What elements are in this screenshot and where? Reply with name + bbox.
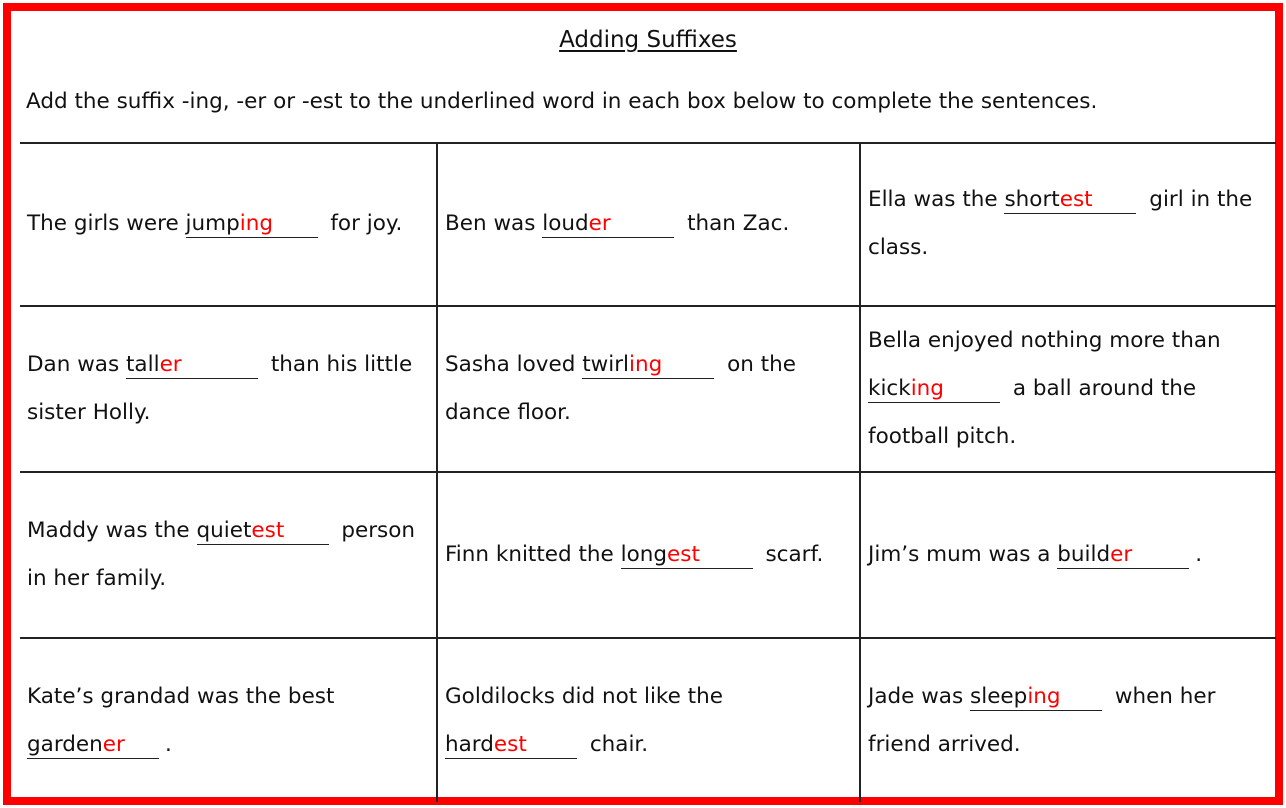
suffix: er: [159, 352, 182, 377]
sentence-cell: [20, 639, 438, 802]
sentence-before: Maddy was the: [27, 518, 197, 543]
sentence-before: Ella was the: [868, 186, 1005, 212]
sentence-before: Kate’s grandad was the best: [27, 683, 335, 709]
sentence-before: Goldilocks did not like the: [445, 683, 723, 709]
answer-blank: [1057, 542, 1189, 569]
sentence-after: when her friend arrived.: [868, 683, 1216, 757]
sentence-after: chair.: [583, 731, 649, 757]
sentence-before: Jade was: [868, 683, 971, 709]
sentence-before: Finn knitted the: [445, 542, 621, 567]
answer-blank: [868, 376, 1000, 403]
base-word: twirl: [582, 352, 630, 377]
sentence-text: [445, 673, 853, 769]
sentence-after: person in her family.: [27, 518, 416, 591]
answer-blank: [582, 352, 714, 379]
sentence-text: [868, 176, 1270, 272]
suffix: est: [251, 518, 285, 543]
sentence-text: [27, 200, 402, 248]
answer-blank: [445, 732, 577, 759]
sentence-before: Dan was: [27, 352, 126, 377]
sentence-cell: [438, 142, 861, 307]
suffix: er: [1110, 542, 1133, 567]
suffix: ing: [239, 210, 273, 236]
sentence-after: than Zac.: [680, 210, 790, 236]
sentence-cell: [861, 142, 1276, 307]
answer-blank: [197, 518, 329, 545]
sentence-before: Sasha loved: [445, 352, 583, 377]
answer-blank: [970, 684, 1102, 711]
suffix: er: [588, 210, 611, 236]
sentence-after: on the dance floor.: [445, 352, 796, 425]
sentence-cell: [20, 307, 438, 473]
base-word: jump: [185, 210, 240, 236]
sentence-after: .: [1195, 542, 1203, 567]
base-word: hard: [445, 731, 494, 757]
sentence-cell: [438, 307, 861, 473]
sentence-cell: [20, 142, 438, 307]
base-word: tall: [126, 352, 160, 377]
worksheet-frame: [3, 3, 1283, 805]
worksheet-header: [20, 17, 1276, 144]
sentence-text: [445, 341, 853, 437]
sentence-cell: [861, 473, 1276, 639]
base-word: quiet: [196, 518, 252, 543]
sentence-after: than his little sister Holly.: [27, 352, 413, 425]
answer-blank: [126, 352, 258, 379]
sentence-text: [27, 341, 430, 437]
base-word: sleep: [970, 683, 1028, 709]
worksheet-instruction: Add the suffix -ing, -er or -est to the underlined word in each box below to complete the sentences.: [26, 89, 1098, 114]
base-word: kick: [868, 376, 911, 401]
suffix: er: [102, 731, 125, 757]
suffix: ing: [1027, 683, 1061, 709]
answer-blank: [542, 211, 674, 238]
worksheet-title: Adding Suffixes: [559, 27, 737, 53]
sentence-after: .: [165, 731, 172, 757]
sentence-after: scarf.: [758, 542, 824, 567]
sentence-cell: [861, 639, 1276, 802]
sentence-after: for joy.: [323, 210, 403, 236]
sentence-text: [27, 507, 430, 603]
sentence-before: Jim’s mum was a: [868, 542, 1058, 567]
sentence-after: a ball around the football pitch.: [868, 376, 1197, 449]
sentence-before: Ben was: [445, 210, 543, 236]
sentence-text: [445, 531, 823, 579]
suffix: ing: [629, 352, 663, 377]
base-word: loud: [542, 210, 589, 236]
sentence-text: [868, 673, 1270, 769]
sentence-cell: [20, 473, 438, 639]
sentence-after: girl in the class.: [868, 186, 1253, 260]
answer-blank: [27, 732, 159, 759]
base-word: build: [1057, 542, 1111, 567]
sentence-grid: [20, 142, 1276, 802]
sentence-cell: [438, 639, 861, 802]
suffix: est: [1059, 186, 1093, 212]
sentence-cell: [861, 307, 1276, 473]
sentence-text: [868, 317, 1270, 461]
suffix: est: [493, 731, 527, 757]
sentence-text: [27, 673, 430, 769]
suffix: est: [667, 542, 700, 567]
answer-blank: [1004, 187, 1136, 214]
suffix: ing: [910, 376, 944, 401]
sentence-before: Bella enjoyed nothing more than: [868, 328, 1221, 353]
answer-blank: [621, 542, 753, 569]
base-word: long: [620, 542, 668, 567]
sentence-text: [868, 531, 1202, 579]
sentence-text: [445, 200, 789, 248]
sentence-before: The girls were: [27, 210, 186, 236]
answer-blank: [186, 211, 318, 238]
base-word: garden: [27, 731, 103, 757]
sentence-cell: [438, 473, 861, 639]
base-word: short: [1004, 186, 1060, 212]
